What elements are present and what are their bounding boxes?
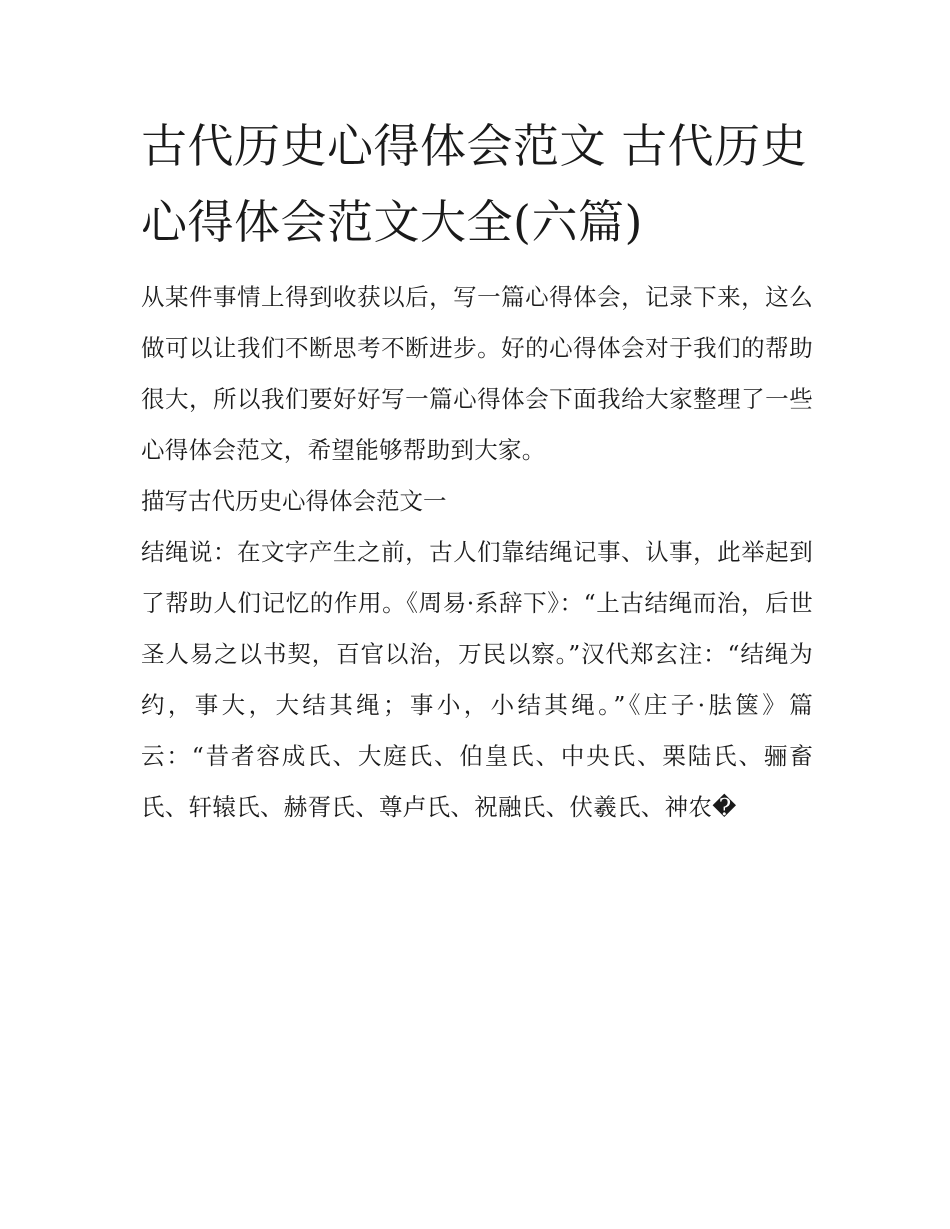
intro-paragraph: 从某件事情上得到收获以后，写一篇心得体会，记录下来，这么做可以让我们不断思考不断进步。好的心得体会对于我们的帮助很大，所以我们要好好写一篇心得体会下面我给大家整理了一些心得体会范文，希望能够帮助到大家。 [141, 283, 813, 464]
body-paragraph: 结绳说：在文字产生之前，古人们靠结绳记事、认事，此举起到了帮助人们记忆的作用。《周易·系辞下》：“上古结绳而治，后世圣人易之以书契，百官以治，万民以察。”汉代郑玄注：“结绳为约，事大，大结其绳；事小，小结其绳。”《庄子·胠箧》篇云：“昔者容成氏、大庭氏、伯皇氏、中央氏、栗陆氏、骊畜氏、轩辕氏、赫胥氏、尊卢氏、祝融氏、伏羲氏、神农� [141, 538, 813, 821]
section-heading: 描写古代历史心得体会范文一 [141, 487, 447, 515]
document-content [141, 108, 813, 833]
document-title: 古代历史心得体会范文 古代历史心得体会范文大全(六篇) [141, 119, 808, 249]
